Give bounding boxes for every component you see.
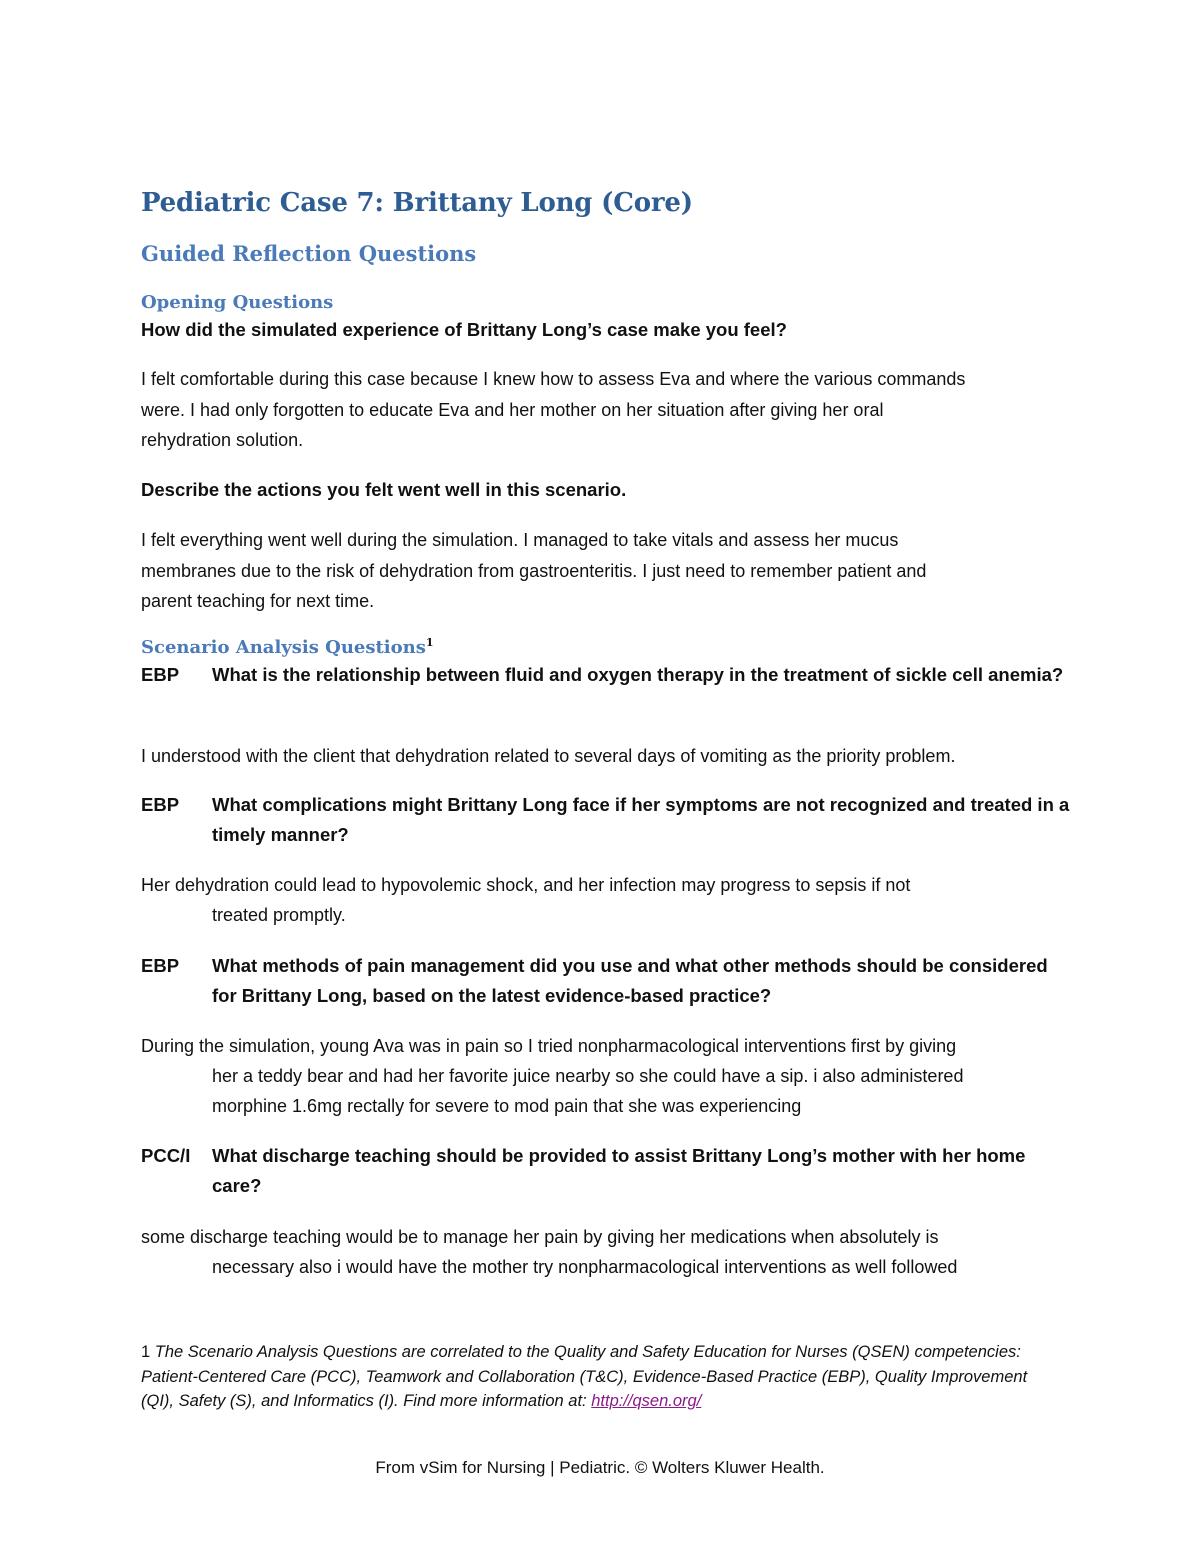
page-subtitle: Guided Reflection Questions [141, 241, 477, 266]
scenario-tag: EBP [141, 794, 180, 815]
page-footer: From vSim for Nursing | Pediatric. © Wolters Kluwer Health. [375, 1458, 825, 1477]
footnote-ref: 1 [425, 636, 434, 649]
answer-1-line: were. I had only forgotten to educate Eva and her mother on her situation after giving her oral [141, 399, 884, 420]
footnote [141, 1340, 1041, 1414]
scenario-answer-line: morphine 1.6mg rectally for severe to mod pain that she was experiencing [212, 1096, 802, 1116]
scenario-answer-line: her a teddy bear and had her favorite juice nearby so she could have a sip. i also administered [212, 1066, 964, 1086]
scenario-question: What methods of pain management did you use and what other methods should be considered for Brittany Long, based on the latest evidence-based practice? [212, 955, 1048, 1006]
opening-question-1: How did the simulated experience of Brittany Long’s case make you feel? [141, 319, 787, 340]
scenario-answer [141, 1031, 1061, 1121]
scenario-answer-line: treated promptly. [212, 905, 346, 925]
scenario-answer [141, 870, 1061, 930]
scenario-answer-line: I understood with the client that dehydration related to several days of vomiting as the priority problem. [141, 746, 956, 766]
scenario-answer-line: some discharge teaching would be to manage her pain by giving her medications when absolutely is [141, 1227, 939, 1247]
scenario-tag: EBP [141, 955, 180, 976]
scenario-analysis-heading-text: Scenario Analysis Questions [141, 637, 426, 658]
footnote-text: The Scenario Analysis Questions are correlated to the Quality and Safety Education for Nurses (QSEN) competencies: Patient-Centered Care (PCC), Teamwork and Collaboration (T&C), Evidence-Based Practice (EBP), Quality Improvement (QI), Safety (S), and Informatics (I). Find more information at: [141, 1343, 1028, 1410]
scenario-answer-line: Her dehydration could lead to hypovolemic shock, and her infection may progress to sepsis if not [141, 875, 911, 895]
footnote-number: 1 [141, 1343, 151, 1361]
scenario-analysis-heading [141, 636, 434, 658]
answer-2-line: membranes due to the risk of dehydration from gastroenteritis. I just need to remember patient and [141, 560, 927, 581]
scenario-question: What discharge teaching should be provided to assist Brittany Long’s mother with her home care? [212, 1145, 1026, 1196]
opening-questions-heading: Opening Questions [141, 292, 334, 313]
answer-2-line: parent teaching for next time. [141, 591, 375, 611]
opening-question-2: Describe the actions you felt went well in this scenario. [141, 479, 627, 500]
scenario-answer-line: necessary also i would have the mother try nonpharmacological interventions as well followed [212, 1257, 958, 1277]
scenario-tag: PCC/I [141, 1145, 191, 1166]
page-title: Pediatric Case 7: Brittany Long (Core) [141, 188, 693, 218]
answer-1-line: rehydration solution. [141, 430, 304, 450]
scenario-answer-line: During the simulation, young Ava was in pain so I tried nonpharmacological interventions first by giving [141, 1036, 957, 1056]
scenario-question: What is the relationship between fluid and oxygen therapy in the treatment of sickle cell anemia? [212, 664, 1064, 685]
scenario-tag: EBP [141, 664, 180, 685]
answer-2-line: I felt everything went well during the simulation. I managed to take vitals and assess her mucus [141, 530, 899, 550]
answer-1-line: I felt comfortable during this case because I knew how to assess Eva and where the various commands [141, 369, 966, 389]
scenario-question: What complications might Brittany Long face if her symptoms are not recognized and treated in a timely manner? [212, 794, 1070, 845]
scenario-answer [141, 741, 1061, 771]
qsen-link[interactable]: http://qsen.org/ [591, 1392, 702, 1410]
scenario-answer [141, 1222, 1061, 1282]
answer-2 [141, 525, 926, 617]
answer-1 [141, 364, 965, 456]
